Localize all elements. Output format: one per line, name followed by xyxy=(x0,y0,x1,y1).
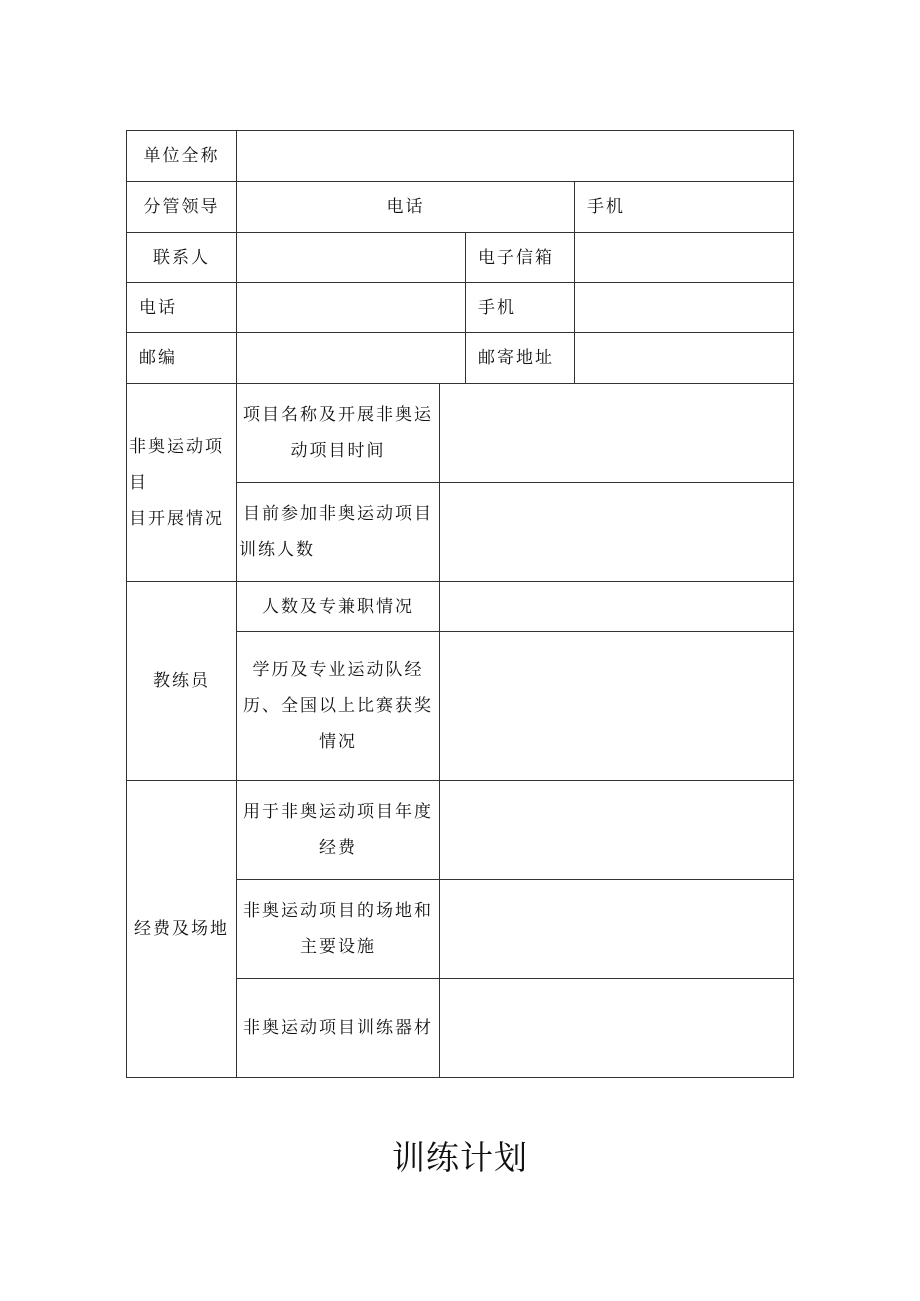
coach-count-label: 人数及专兼职情况 xyxy=(237,582,440,632)
phone-label: 电话 xyxy=(127,283,237,333)
coach-background-field[interactable] xyxy=(440,632,794,781)
annual-funding-label xyxy=(237,781,440,880)
postcode-label: 邮编 xyxy=(127,333,237,384)
trainee-count-field[interactable] xyxy=(440,483,794,582)
program-item1-line2: 动项目时间 xyxy=(290,441,386,461)
coach-background-label xyxy=(237,632,440,781)
coach-item2-line3: 情况 xyxy=(319,732,357,752)
unit-name-label: 单位全称 xyxy=(127,131,237,182)
program-name-time-label xyxy=(237,384,440,483)
funding-item2-line2: 主要设施 xyxy=(300,937,376,957)
leader-mobile-label: 手机 xyxy=(575,182,794,233)
email-label: 电子信箱 xyxy=(466,233,575,283)
phone-field[interactable] xyxy=(237,283,466,333)
program-section-label xyxy=(127,384,237,582)
trainee-count-label xyxy=(237,483,440,582)
program-section-label-line2: 目开展情况 xyxy=(129,508,224,529)
contact-label: 联系人 xyxy=(127,233,237,283)
registration-form-table xyxy=(126,130,794,1078)
program-item1-line1: 项目名称及开展非奥运 xyxy=(243,405,433,425)
mobile-field[interactable] xyxy=(575,283,794,333)
program-item2-line1: 目前参加非奥运动项目 xyxy=(243,504,433,524)
program-section-label-line1: 非奥运动项目 xyxy=(129,436,224,493)
training-equipment-field[interactable] xyxy=(440,979,794,1078)
coach-item2-line2: 历、全国以上比赛获奖 xyxy=(243,696,433,716)
page-title: 训练计划 xyxy=(392,1138,528,1177)
program-item2-line2: 训练人数 xyxy=(239,540,315,560)
funding-section-label: 经费及场地 xyxy=(127,781,237,1078)
mobile-label: 手机 xyxy=(466,283,575,333)
coach-section-label: 教练员 xyxy=(127,582,237,781)
training-equipment-label: 非奥运动项目训练器材 xyxy=(237,979,440,1078)
email-field[interactable] xyxy=(575,233,794,283)
venue-facilities-label xyxy=(237,880,440,979)
postcode-field[interactable] xyxy=(237,333,466,384)
unit-name-field[interactable] xyxy=(237,131,794,182)
contact-field[interactable] xyxy=(237,233,466,283)
leader-phone-label: 电话 xyxy=(237,182,575,233)
funding-item1-line1: 用于非奥运动项目年度 xyxy=(243,802,433,822)
coach-count-field[interactable] xyxy=(440,582,794,632)
leader-label: 分管领导 xyxy=(127,182,237,233)
address-field[interactable] xyxy=(575,333,794,384)
funding-item2-line1: 非奥运动项目的场地和 xyxy=(243,901,433,921)
coach-item2-line1: 学历及专业运动队经 xyxy=(252,660,424,680)
funding-item1-line2: 经费 xyxy=(319,838,357,858)
program-name-time-field[interactable] xyxy=(440,384,794,483)
venue-facilities-field[interactable] xyxy=(440,880,794,979)
annual-funding-field[interactable] xyxy=(440,781,794,880)
address-label: 邮寄地址 xyxy=(466,333,575,384)
